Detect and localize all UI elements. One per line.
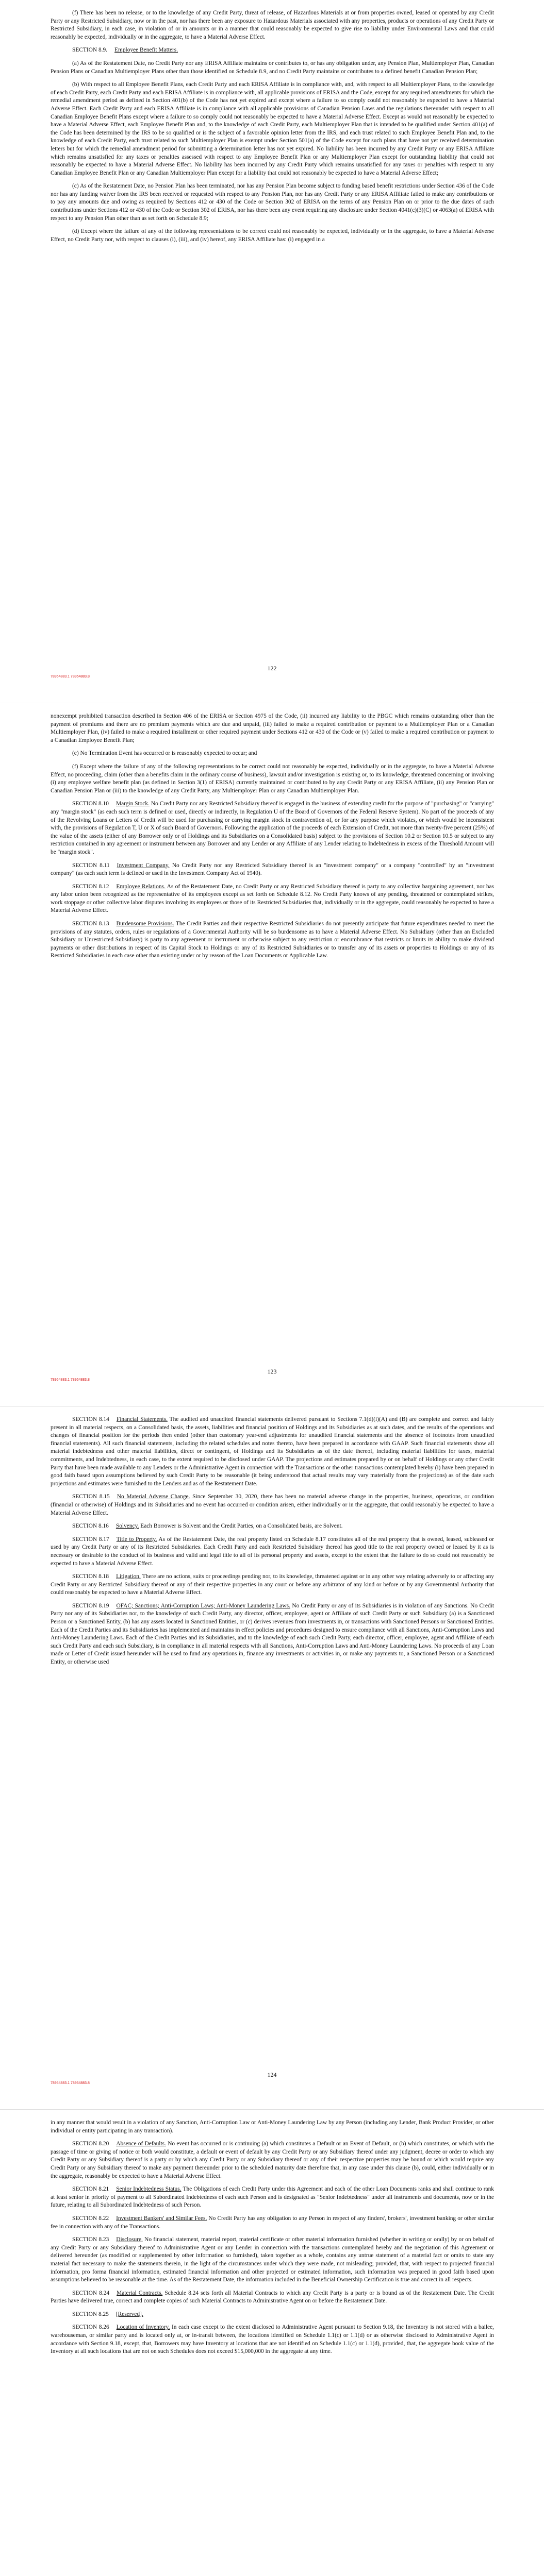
section-title: Litigation. xyxy=(116,1573,141,1580)
page-number: 123 xyxy=(267,1368,277,1375)
section-body-text: No Credit Party has any obligation to any Person in respect of any finders', brokers', investment banking or other similar fee in connection with any of the Transactions. xyxy=(51,2215,494,2230)
section-title: Employee Benefit Matters. xyxy=(114,47,178,54)
section-title: Investment Company. xyxy=(117,862,170,869)
page-body xyxy=(51,1416,494,1672)
section-number: SECTION 8.18 xyxy=(72,1573,109,1580)
section-paragraph xyxy=(51,920,494,960)
section-body-text: No Credit Party or any of its Subsidiaries is in violation of any Sanctions. No Credit Party nor any of its Subsidiaries nor, to the knowledge of such Credit Party, any director, officer, employee, agent or Affiliate of such Credit Party or such Subsidiary (a) is a Sanctioned Person or a Sanctioned Entity, (b) has any assets located in Sanctioned Entities, or (c) derives revenues from investments in, or transactions with Sanctioned Persons or Sanctioned Entities. Each of the Credit Parties and its Subsidiaries has implemented and maintains in effect policies and procedures designed to ensure compliance with all Sanctions, Anti-Corruption Laws and Anti-Money Laundering Laws. Each of the Credit Parties and its Subsidiaries, and to the knowledge of each such Credit Party, each director, officer, employee, agent and Affiliate of each such Credit Party and each such Subsidiary, is in compliance in all material respects with all Sanctions, Anti-Corruption Laws and Anti-Money Laundering Laws. No proceeds of any Loan made or Letter of Credit issued hereunder will be used to fund any operations in, finance any investments or activities in, or make any payments to, a Sanctioned Person or a Sanctioned Entity, or otherwise used xyxy=(51,1602,494,1666)
document-footer-id: 78954883.1 78954883.8 xyxy=(51,675,90,679)
section-title: Solvency. xyxy=(116,1523,139,1530)
section-number: SECTION 8.22 xyxy=(72,2215,109,2222)
section-number: SECTION 8.15 xyxy=(72,1494,110,1500)
body-paragraph: (a) As of the Restatement Date, no Credit Party nor any ERISA Affiliate maintains or contributes to, or has any obligation under, any Pension Plan, Multiemployer Plan, Canadian Pension Plans or Canadian Multiemployer Plans other than those identified on Schedule 8.9, and no Credit Party maintains or contributes to a defined benefit Canadian Pension Plan; xyxy=(51,60,494,75)
section-number: SECTION 8.23 xyxy=(72,2236,109,2243)
page-number: 122 xyxy=(267,665,277,672)
section-title: Investment Bankers' and Similar Fees. xyxy=(116,2215,207,2222)
document-footer-id: 78954883.1 78954883.8 xyxy=(51,2081,90,2085)
section-body-text: The Credit Parties and their respective Restricted Subsidiaries do not presently anticipate that future expenditures needed to meet the provisions of any statutes, orders, rules or regulations of a Governmental Authority will be so burdensome as to have a Material Adverse Effect. No Subsidiary (other than an Excluded Subsidiary or Unrestricted Subsidiary) is party to any agreement or instrument or otherwise subject to any restriction or encumbrance that restricts or limits its ability to make dividend payments or other distributions in respect of its Capital Stock to Holdings or any of its Restricted Subsidiaries or to transfer any of its assets or properties to Holdings or any of its Restricted Subsidiaries in each case other than existing under or by reason of the Loan Documents or Applicable Law. xyxy=(51,921,494,959)
section-title: Financial Statements. xyxy=(116,1416,168,1422)
section-title: Employee Relations. xyxy=(116,883,166,890)
body-paragraph: in any manner that would result in a violation of any Sanction, Anti-Corruption Law or Anti-Money Laundering Law by any Person (including any Lender, Bank Product Provider, or other individual or entity participating in any transaction). xyxy=(51,2120,494,2134)
page-body xyxy=(51,713,494,965)
section-paragraph xyxy=(51,1416,494,1488)
section-paragraph xyxy=(51,2185,494,2210)
section-body-text: As of the Restatement Date, no Credit Party or any Restricted Subsidiary thereof is party to any collective bargaining agreement, nor has any labor union been recognized as the representative of its employees except as set forth on Schedule 8.12. No Credit Party knows of any pending, threatened or contemplated strikes, work stoppage or other collective labor disputes involving its employees or those of its Restricted Subsidiaries that, individually or in the aggregate, could reasonably be expected to have a Material Adverse Effect. xyxy=(51,883,494,914)
section-paragraph xyxy=(51,862,494,878)
section-body-text: No Credit Party nor any Restricted Subsidiary thereof is an "investment company" or a company "controlled" by an "investment company" (as each such term is defined or used in the Investment Company Act of 1940). xyxy=(51,862,494,877)
section-body-text: No Credit Party nor any Restricted Subsidiary thereof is engaged in the business of extending credit for the purpose of "purchasing" or "carrying" any "margin stock" (as each such term is defined or used, directly or indirectly, in Regulation U of the Board of Governors of the Federal Reserve System). No part of the proceeds of any of the Revolving Loans or Letters of Credit will be used for purchasing or carrying margin stock in contravention of, or for any purpose which violates, or which would be inconsistent with, the provisions of Regulation T, U or X of such Board of Governors. Following the application of the proceeds of each Extension of Credit, not more than twenty-five percent (25%) of the value of the assets (either of any Borrower only or of Holdings and its Subsidiaries on a Consolidated basis) subject to the provisions of Section 10.2 or Section 10.5 or subject to any restriction contained in any agreement or instrument between any Borrower and any Lender or any Affiliate of any Lender relating to Indebtedness in excess of the Threshold Amount will be "margin stock". xyxy=(51,801,494,855)
body-paragraph: (b) With respect to all Employee Benefit Plans, each Credit Party and each ERISA Affiliate is in compliance with, and, with respect to all Multiemployer Plans, to the knowledge of each Credit Party, each Credit Party and each ERISA Affiliate is in compliance with, all applicable provisions of ERISA and the Code, except for any required amendments for which the remedial amendment period as defined in Section 401(b) of the Code has not yet expired and except where a failure to so comply could not reasonably be expected to have a Material Adverse Effect. Each Credit Party and each ERISA Affiliate is in compliance with all applicable provisions of Canadian Pension Laws and the regulations thereunder with respect to all Canadian Employee Benefit Plans except where a failure to so comply could not reasonably be expected to have a Material Adverse Effect. Except as would not reasonably be expected to have a Material Adverse Effect, each Employee Benefit Plan and, to the knowledge of each Credit Party, each Multiemployer Plan that is intended to be qualified under Section 401(a) of the Code has been determined by the IRS to be so qualified or is the subject of a favorable opinion letter from the IRS, and each trust related to such Employee Benefit Plan and, to the knowledge of each Credit Party, each trust related to such Multiemployer Plan is exempt under Section 501(a) of the Code except for such plans that have not yet received determination letters but for which the remedial amendment period for submitting a determination letter has not yet expired. No liability has been incurred by any Credit Party or any ERISA Affiliate which remains unsatisfied for any taxes or penalties assessed with respect to any Employee Benefit Plan or any Multiemployer Plan except for outstanding liability that could not reasonably be expected to have a Material Adverse Effect. No liability has been incurred by any Credit Party which remains unsatisfied for any taxes or penalties with respect to any Canadian Employee Benefit Plan or any Canadian Multiemployer Plan except for a liability that could not reasonably be expected to have a Material Adverse Effect; xyxy=(51,81,494,176)
section-number: SECTION 8.20 xyxy=(72,2141,109,2147)
section-paragraph xyxy=(51,2140,494,2180)
page-number: 124 xyxy=(267,2071,277,2078)
document-page-124 xyxy=(0,1406,544,2110)
section-number: SECTION 8.11 xyxy=(72,862,110,869)
section-number: SECTION 8.19 xyxy=(72,1602,109,1609)
section-body-text: As of the Restatement Date, the real property listed on Schedule 8.17 constitutes all of the real property that is owned, leased, subleased or used by any Credit Party or any of its Restricted Subsidiaries. Each Credit Party and each Restricted Subsidiary thereof has good title to the real property owned or leased by it as is necessary or desirable to the conduct of its business and valid and legal title to all of its personal property and assets, except to the extent that the failure to do so could not reasonably be expected to have a Material Adverse Effect. xyxy=(51,1536,494,1567)
document-page-125 xyxy=(0,2110,544,2576)
section-body-text: No event has occurred or is continuing (a) which constitutes a Default or an Event of Default, or (b) which constitutes, or which with the passage of time or giving of notice or both would constitute, a default or event of default by any Credit Party or any Subsidiary thereof under any judgment, decree or order to which any Credit Party or any Subsidiary thereof is a party or by which any Credit Party or any Subsidiary thereof or any of their respective properties may be bound or which would require any Credit Party or any Subsidiary thereof to make any payment thereunder prior to the scheduled maturity date therefore that, in any case under this clause (b), could, either individually or in the aggregate, reasonably be expected to have a Material Adverse Effect. xyxy=(51,2141,494,2179)
section-paragraph xyxy=(51,46,494,55)
section-number: SECTION 8.14 xyxy=(72,1416,109,1422)
section-paragraph xyxy=(51,2236,494,2284)
section-paragraph xyxy=(51,1536,494,1568)
section-paragraph xyxy=(51,2324,494,2355)
section-title: No Material Adverse Change. xyxy=(117,1494,190,1500)
section-paragraph xyxy=(51,2215,494,2231)
section-number: SECTION 8.9. xyxy=(72,47,108,54)
section-paragraph xyxy=(51,2290,494,2306)
section-paragraph xyxy=(51,800,494,856)
section-body-text: In each case except to the extent disclosed to Administrative Agent pursuant to Section 9.18, the Inventory is not stored with a bailee, warehouseman, or similar party and is located only at, or in-transit between, the locations identified on Schedule 1.1(c) or 1.1(d) or as otherwise disclosed to Administrative Agent in accordance with Section 9.18, except, that, Borrowers may have Inventory at locations that are not identified on Schedule 1.1(c) or 1.1(d), provided, that, the aggregate book value of the Inventory at all such locations that are not on such Schedules does not exceed $15,000,000 in the aggregate at any time. xyxy=(51,2324,494,2355)
body-paragraph: nonexempt prohibited transaction described in Section 406 of the ERISA or Section 4975 of the Code, (ii) incurred any liability to the PBGC which remains outstanding other than the payment of premiums and there are no premium payments which are due and unpaid, (iii) failed to make a required contribution or payment to a Multiemployer Plan or a Canadian Multiemployer Plan, (iv) failed to make a required installment or other required payment under Sections 412 or 430 of the Code or (v) failed to make a required contribution or payment to a Canadian Employee Benefit Plan; xyxy=(51,713,494,743)
body-paragraph: (d) Except where the failure of any of the following representations to be correct could not reasonably be expected, individually or in the aggregate, to have a Material Adverse Effect, no Credit Party nor, with respect to clauses (i), (iii), and (iv) hereof, any ERISA Affiliate has: (i) engaged in a xyxy=(51,228,494,243)
section-title: Senior Indebtedness Status. xyxy=(116,2186,182,2193)
section-body-text: The Obligations of each Credit Party under this Agreement and each of the other Loan Documents ranks and shall continue to rank at least senior in priority of payment to all Subordinated Indebtedness of each such Person and is designated as "Senior Indebtedness" under all instruments and documents, now or in the future, relating to all Subordinated Indebtedness of such Person. xyxy=(51,2186,494,2209)
body-paragraph: (e) No Termination Event has occurred or is reasonably expected to occur; and xyxy=(72,750,257,757)
section-number: SECTION 8.26 xyxy=(72,2324,109,2331)
section-number: SECTION 8.21 xyxy=(72,2186,109,2193)
section-number: SECTION 8.13 xyxy=(72,921,109,927)
section-body-text: Schedule 8.24 sets forth all Material Contracts to which any Credit Party is a party or is bound as of the Restatement Date. The Credit Parties have delivered true, correct and complete copies of such Material Contracts to Administrative Agent on or before the Restatement Date. xyxy=(51,2290,494,2304)
section-body-text: Each Borrower is Solvent and the Credit Parties, on a Consolidated basis, are Solvent. xyxy=(140,1523,343,1530)
section-title: [Reserved]. xyxy=(116,2311,143,2317)
body-paragraph: (f) There has been no release, or to the knowledge of any Credit Party, threat of release, of Hazardous Materials at or from properties owned, leased or operated by any Credit Party or any Restricted Subsidiary, now or in the past, nor has there been any exposure to Hazardous Materials associated with any properties, products or operations of any Credit Party or Restricted Subsidiary, in each case, in violation of or in amounts or in a manner that could reasonably be expected to give rise to liability under Environmental Laws and that could reasonably be expected, individually or in the aggregate, to have a Material Adverse Effect. xyxy=(51,10,494,40)
document-page-123 xyxy=(0,703,544,1406)
page-body xyxy=(51,9,494,249)
body-paragraph: (c) As of the Restatement Date, no Pension Plan has been terminated, nor has any Pension Plan become subject to funding based benefit restrictions under Section 436 of the Code nor has any funding waiver from the IRS been received or requested with respect to any Pension Plan, nor has any Credit Party or any ERISA Affiliate failed to make any contributions or to pay any amounts due and owing as required by Sections 412 or 430 of the Code or Section 302 of ERISA on the terms of any Pension Plan on or prior to the due dates of such contributions under Sections 412 or 430 of the Code or Section 302 of ERISA, nor has there been any event requiring any disclosure under Section 4041(c)(3)(C) or 4063(a) of ERISA with respect to any Pension Plan other than as set forth on Schedule 8.9; xyxy=(51,183,494,222)
section-title: OFAC; Sanctions; Anti-Corruption Laws; Anti-Money Laundering Laws. xyxy=(116,1602,290,1609)
section-paragraph xyxy=(51,1602,494,1667)
section-paragraph xyxy=(51,1493,494,1517)
section-title: Margin Stock. xyxy=(116,801,150,807)
section-paragraph xyxy=(51,1522,494,1531)
document-page-122 xyxy=(0,0,544,703)
section-title: Burdensome Provisions. xyxy=(116,921,174,927)
section-body-text: Since September 30, 2020, there has been no material adverse change in the properties, business, operations, or condition (financial or otherwise) of Holdings and its Subsidiaries and no event has occurred or condition arisen, either individually or in the aggregate, that could reasonably be expected to have a Material Adverse Effect. xyxy=(51,1494,494,1516)
section-paragraph xyxy=(51,2311,494,2319)
section-number: SECTION 8.10 xyxy=(72,801,109,807)
section-body-text: No financial statement, material report, material certificate or other material information furnished (whether in writing or orally) by or on behalf of any Credit Party or any Subsidiary thereof to Administrative Agent or any Lender in connection with the transactions contemplated hereby and the negotiation of this Agreement or delivered hereunder (as modified or supplemented by other information so furnished), taken together as a whole, contains any untrue statement of a material fact or omits to state any material fact necessary to make the statements therein, in the light of the circumstances under which they were made, not misleading; provided, that, with respect to projected financial information, pro forma financial information, estimated financial information and other projected or estimated information, such information was prepared in good faith based upon assumptions believed to be reasonable at the time. As of the Restatement Date, the information included in the Beneficial Ownership Certification is true and correct in all respects. xyxy=(51,2236,494,2283)
section-number: SECTION 8.24 xyxy=(72,2290,110,2296)
section-body-text: The audited and unaudited financial statements delivered pursuant to Sections 7.1(d)(i)(A) and (B) are complete and correct and fairly present in all material respects, on a Consolidated basis, the assets, liabilities and financial position of Holdings and its Subsidiaries as at such dates, and the results of the operations and changes of financial position for the periods then ended (other than customary year-end adjustments for unaudited financial statements and the absence of footnotes from unaudited financial statements). All such financial statements, including the related schedules and notes thereto, have been prepared in accordance with GAAP. Such financial statements show all material indebtedness and other material liabilities, direct or contingent, of Holdings and its Subsidiaries as of the date thereof, including material liabilities for taxes, material commitments, and Indebtedness, in each case, to the extent required to be disclosed under GAAP. The projections and estimates prepared by or on behalf of Holdings or any other Credit Party that have been made available to any Lenders or the Administrative Agent in connection with the Transactions or the other transactions contemplated hereby (i) have been prepared in good faith based upon assumptions believed by such Credit Party to be reasonable (it being understood that actual results may vary materially from the projections) as of the date such projections and estimates were furnished to the Lenders and as of the Restatement Date. xyxy=(51,1416,494,1487)
section-number: SECTION 8.16 xyxy=(72,1523,109,1530)
section-title: Disclosure. xyxy=(116,2236,143,2243)
page-body xyxy=(51,2119,494,2361)
section-body-text: There are no actions, suits or proceedings pending nor, to its knowledge, threatened against or in any other way relating adversely to or affecting any Credit Party or any Restricted Subsidiary thereof or any of their respective properties in any court or before any arbitrator of any kind or before or by any Governmental Authority that could reasonably be expected to have a Material Adverse Effect. xyxy=(51,1573,494,1596)
section-title: Absence of Defaults. xyxy=(116,2141,166,2147)
body-paragraph: (f) Except where the failure of any of the following representations to be correct could not reasonably be expected, individually or in the aggregate, to have a Material Adverse Effect, no proceeding, claim (other than a benefits claim in the ordinary course of business), lawsuit and/or investigation is existing or, to its knowledge, threatened concerning or involving (i) any employee welfare benefit plan (as defined in Section 3(1) of ERISA) currently maintained or contributed to by any Credit Party or any ERISA Affiliate, (ii) any Pension Plan or Canadian Pension Plan or (iii) to the knowledge of any Credit Party, any Multiemployer Plan or any Canadian Multiemployer Plan. xyxy=(51,763,494,794)
section-title: Title to Property. xyxy=(116,1536,157,1543)
section-title: Location of Inventory. xyxy=(116,2324,170,2331)
section-paragraph xyxy=(51,1573,494,1597)
section-paragraph xyxy=(51,883,494,915)
section-title: Material Contracts. xyxy=(117,2290,163,2296)
section-number: SECTION 8.25 xyxy=(72,2311,109,2317)
section-number: SECTION 8.12 xyxy=(72,883,109,890)
section-number: SECTION 8.17 xyxy=(72,1536,109,1543)
document-footer-id: 78954883.1 78954883.8 xyxy=(51,1378,90,1382)
